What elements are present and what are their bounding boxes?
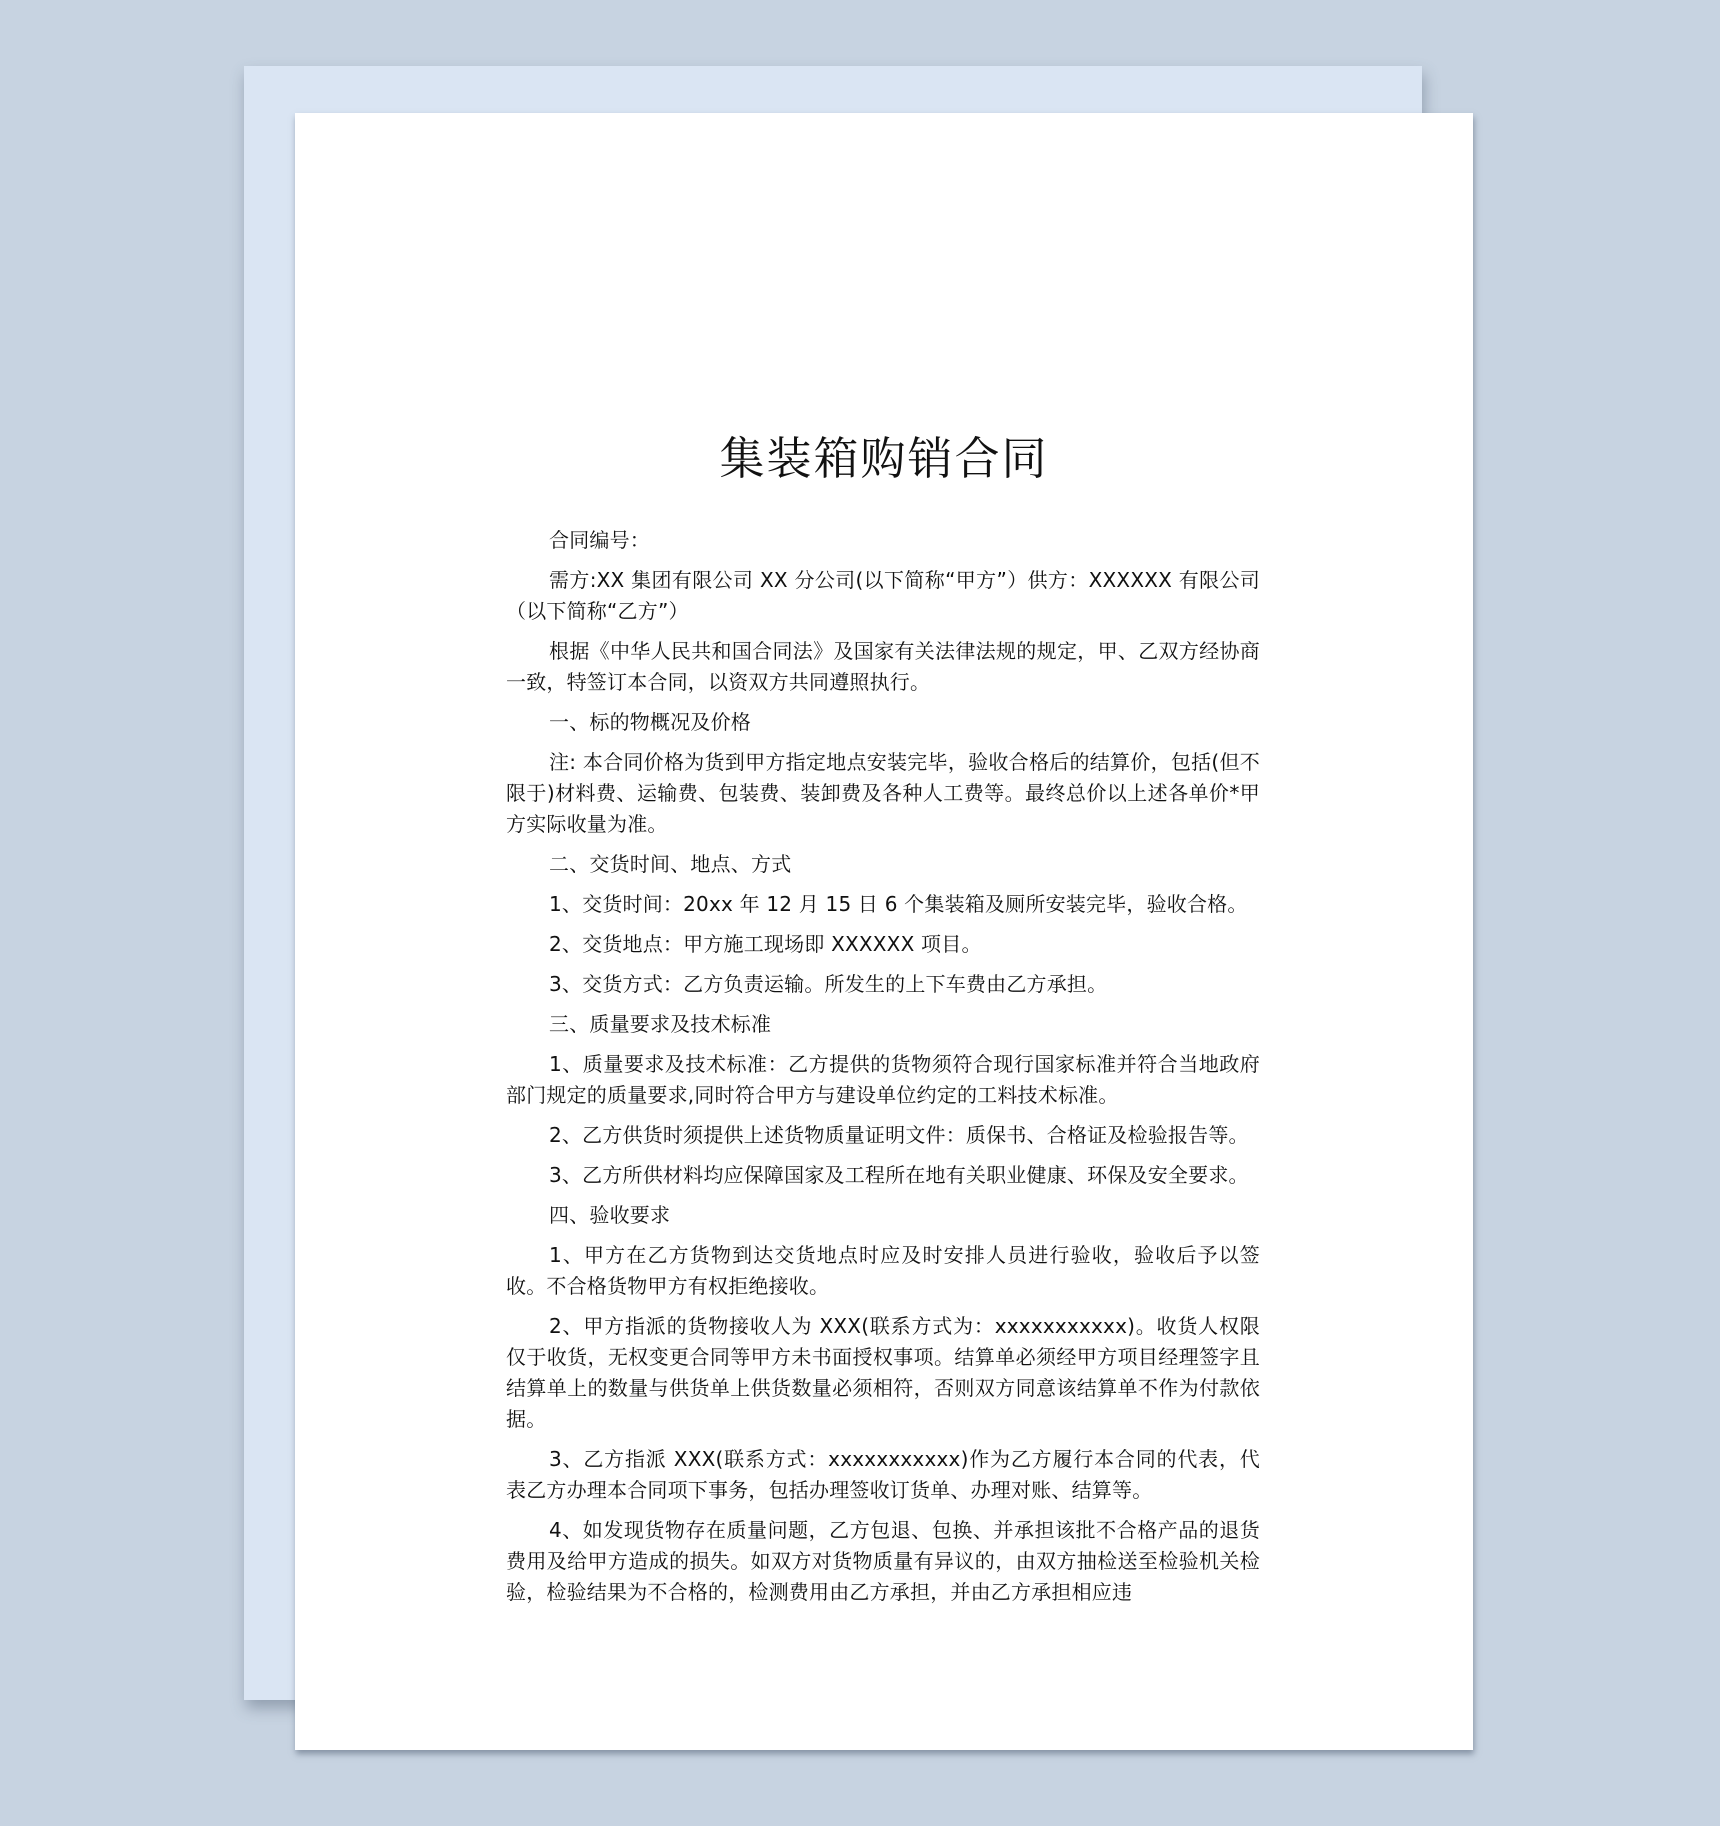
clause-4-2: 2、甲方指派的货物接收人为 XXX(联系方式为：xxxxxxxxxxx)。收货人权限仅于收货，无权变更合同等甲方未书面授权事项。结算单必须经甲方项目经理签字且结算单上的数量与供货单上供货数量必须相符，否则双方同意该结算单不作为付款依据。 bbox=[506, 1314, 1260, 1431]
section-heading-2: 二、交货时间、地点、方式 bbox=[549, 852, 792, 876]
document-title: 集装箱购销合同 bbox=[719, 432, 1049, 485]
section-heading-4: 四、验收要求 bbox=[549, 1203, 671, 1227]
clause-4-3: 3、乙方指派 XXX(联系方式：xxxxxxxxxxx)作为乙方履行本合同的代表，代表乙方办理本合同项下事务，包括办理签收订货单、办理对账、结算等。 bbox=[506, 1447, 1260, 1502]
clause-4-1: 1、甲方在乙方货物到达交货地点时应及时安排人员进行验收，验收后予以签收。不合格货物甲方有权拒绝接收。 bbox=[506, 1243, 1260, 1298]
clause-3-3: 3、乙方所供材料均应保障国家及工程所在地有关职业健康、环保及安全要求。 bbox=[549, 1163, 1249, 1187]
section-heading-3: 三、质量要求及技术标准 bbox=[549, 1012, 772, 1036]
clause-3-2: 2、乙方供货时须提供上述货物质量证明文件：质保书、合格证及检验报告等。 bbox=[549, 1123, 1249, 1147]
clause-4-4: 4、如发现货物存在质量问题，乙方包退、包换、并承担该批不合格产品的退货费用及给甲方造成的损失。如双方对货物质量有异议的，由双方抽检送至检验机关检验，检验结果为不合格的，检测费用由乙方承担，并由乙方承担相应违 bbox=[506, 1518, 1260, 1604]
preamble-paragraph: 根据《中华人民共和国合同法》及国家有关法律法规的规定，甲、乙双方经协商一致，特签订本合同，以资双方共同遵照执行。 bbox=[506, 639, 1260, 694]
price-note-paragraph: 注: 本合同价格为货到甲方指定地点安装完毕，验收合格后的结算价，包括(但不限于)材料费、运输费、包装费、装卸费及各种人工费等。最终总价以上述各单价*甲方实际收量为准。 bbox=[506, 750, 1260, 836]
clause-3-1: 1、质量要求及技术标准：乙方提供的货物须符合现行国家标准并符合当地政府部门规定的质量要求,同时符合甲方与建设单位约定的工料技术标准。 bbox=[506, 1052, 1260, 1107]
clause-2-2: 2、交货地点：甲方施工现场即 XXXXXX 项目。 bbox=[549, 932, 982, 956]
contract-number-line: 合同编号： bbox=[549, 528, 650, 552]
section-heading-1: 一、标的物概况及价格 bbox=[549, 710, 751, 734]
clause-2-3: 3、交货方式：乙方负责运输。所发生的上下车费由乙方承担。 bbox=[549, 972, 1108, 996]
document-page bbox=[295, 113, 1473, 1750]
document-body bbox=[506, 525, 1260, 1617]
parties-paragraph: 需方:XX 集团有限公司 XX 分公司(以下简称“甲方”）供方：XXXXXX 有限公司（以下简称“乙方”） bbox=[506, 568, 1260, 623]
clause-2-1: 1、交货时间：20xx 年 12 月 15 日 6 个集装箱及厕所安装完毕，验收合格。 bbox=[549, 892, 1248, 916]
